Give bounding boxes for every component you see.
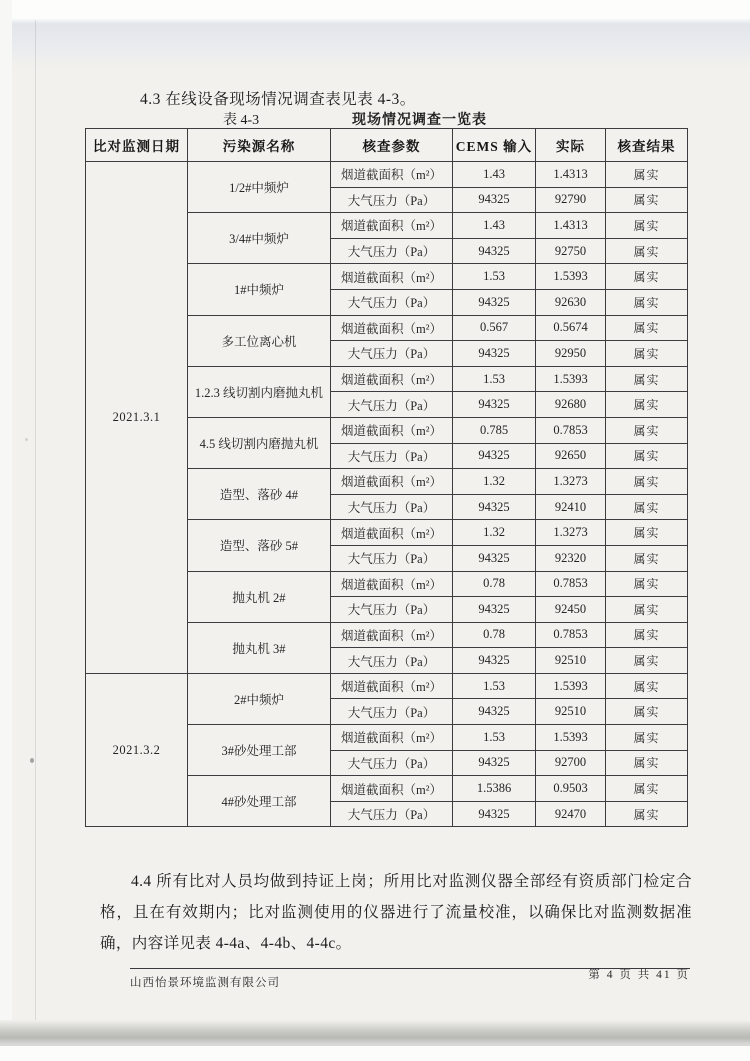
table-row [86,673,688,699]
param-cell: 大气压力（Pa） [331,750,453,776]
section-heading-4-3: 4.3 在线设备现场情况调查表见表 4-3。 [140,91,416,108]
actual-cell: 92320 [536,545,606,571]
actual-cell: 92650 [536,443,606,469]
param-cell: 大气压力（Pa） [331,648,453,674]
footer-company-name: 山西怡景环境监测有限公司 [130,977,280,989]
param-cell: 烟道截面积（m²） [331,264,453,290]
cems-cell: 94325 [453,289,536,315]
result-cell: 属实 [606,622,688,648]
scan-speck [25,438,28,441]
page-footer [130,968,690,989]
source-cell: 抛丸机 3# [188,622,331,673]
result-cell: 属实 [606,545,688,571]
result-cell: 属实 [606,648,688,674]
actual-cell: 92700 [536,750,606,776]
param-cell: 大气压力（Pa） [331,238,453,264]
param-cell: 烟道截面积（m²） [331,520,453,546]
cems-cell: 94325 [453,597,536,623]
scan-top-band [0,0,750,70]
param-cell: 大气压力（Pa） [331,597,453,623]
actual-cell: 92510 [536,699,606,725]
param-cell: 烟道截面积（m²） [331,162,453,188]
cems-cell: 0.785 [453,417,536,443]
actual-cell: 92680 [536,392,606,418]
cems-cell: 94325 [453,494,536,520]
actual-cell: 92750 [536,238,606,264]
cems-cell: 94325 [453,545,536,571]
table-caption-row [0,109,750,129]
cems-cell: 1.53 [453,725,536,751]
actual-cell: 1.4313 [536,213,606,239]
column-header: 实际 [536,129,606,162]
cems-cell: 1.43 [453,162,536,188]
actual-cell: 1.3273 [536,469,606,495]
cems-cell: 1.53 [453,366,536,392]
result-cell: 属实 [606,392,688,418]
source-cell: 1.2.3 线切割内磨抛丸机 [188,366,331,417]
actual-cell: 1.5393 [536,366,606,392]
cems-cell: 94325 [453,648,536,674]
date-cell: 2021.3.1 [86,162,188,674]
table-label: 表 4-3 [223,113,260,128]
result-cell: 属实 [606,571,688,597]
cems-cell: 94325 [453,801,536,827]
param-cell: 烟道截面积（m²） [331,776,453,802]
cems-cell: 1.32 [453,520,536,546]
cems-cell: 1.53 [453,264,536,290]
scan-bottom-shadow [0,1020,750,1046]
param-cell: 大气压力（Pa） [331,545,453,571]
result-cell: 属实 [606,315,688,341]
actual-cell: 92950 [536,341,606,367]
actual-cell: 92630 [536,289,606,315]
cems-cell: 94325 [453,699,536,725]
actual-cell: 92510 [536,648,606,674]
cems-cell: 1.32 [453,469,536,495]
result-cell: 属实 [606,213,688,239]
cems-cell: 1.53 [453,673,536,699]
source-cell: 造型、落砂 4# [188,469,331,520]
result-cell: 属实 [606,494,688,520]
result-cell: 属实 [606,162,688,188]
param-cell: 烟道截面积（m²） [331,366,453,392]
cems-cell: 0.567 [453,315,536,341]
source-cell: 1#中频炉 [188,264,331,315]
param-cell: 大气压力（Pa） [331,289,453,315]
scan-left-edge [0,0,12,1061]
param-cell: 大气压力（Pa） [331,801,453,827]
cems-cell: 0.78 [453,622,536,648]
table-row [86,162,688,188]
actual-cell: 1.3273 [536,520,606,546]
result-cell: 属实 [606,417,688,443]
cems-cell: 94325 [453,187,536,213]
result-cell: 属实 [606,725,688,751]
scan-speck [30,758,34,763]
result-cell: 属实 [606,597,688,623]
param-cell: 烟道截面积（m²） [331,417,453,443]
result-cell: 属实 [606,673,688,699]
result-cell: 属实 [606,469,688,495]
source-cell: 造型、落砂 5# [188,520,331,571]
actual-cell: 0.5674 [536,315,606,341]
actual-cell: 0.7853 [536,622,606,648]
param-cell: 烟道截面积（m²） [331,213,453,239]
actual-cell: 1.4313 [536,162,606,188]
actual-cell: 1.5393 [536,673,606,699]
source-cell: 2#中频炉 [188,673,331,724]
actual-cell: 0.7853 [536,417,606,443]
param-cell: 烟道截面积（m²） [331,622,453,648]
footer-page-number: 第 4 页 共 41 页 [588,969,690,981]
result-cell: 属实 [606,341,688,367]
actual-cell: 0.7853 [536,571,606,597]
scan-bottom-edge [0,1046,750,1061]
source-cell: 4#砂处理工部 [188,776,331,827]
param-cell: 大气压力（Pa） [331,392,453,418]
param-cell: 烟道截面积（m²） [331,725,453,751]
cems-cell: 94325 [453,443,536,469]
actual-cell: 0.9503 [536,776,606,802]
result-cell: 属实 [606,289,688,315]
source-cell: 4.5 线切割内磨抛丸机 [188,417,331,468]
param-cell: 烟道截面积（m²） [331,571,453,597]
actual-cell: 92410 [536,494,606,520]
source-cell: 抛丸机 2# [188,571,331,622]
column-header: 污染源名称 [188,129,331,162]
source-cell: 3/4#中频炉 [188,213,331,264]
result-cell: 属实 [606,187,688,213]
cems-cell: 1.5386 [453,776,536,802]
result-cell: 属实 [606,264,688,290]
scan-left-line [35,20,36,1025]
param-cell: 烟道截面积（m²） [331,673,453,699]
result-cell: 属实 [606,520,688,546]
param-cell: 大气压力（Pa） [331,699,453,725]
source-cell: 3#砂处理工部 [188,725,331,776]
table-title: 现场情况调查一览表 [352,113,487,128]
result-cell: 属实 [606,801,688,827]
cems-cell: 94325 [453,238,536,264]
param-cell: 大气压力（Pa） [331,341,453,367]
result-cell: 属实 [606,750,688,776]
result-cell: 属实 [606,443,688,469]
cems-cell: 94325 [453,392,536,418]
actual-cell: 1.5393 [536,725,606,751]
source-cell: 多工位离心机 [188,315,331,366]
column-header: 比对监测日期 [86,129,188,162]
actual-cell: 92790 [536,187,606,213]
table-header-row [86,129,688,162]
result-cell: 属实 [606,699,688,725]
param-cell: 大气压力（Pa） [331,494,453,520]
result-cell: 属实 [606,776,688,802]
column-header: 核查参数 [331,129,453,162]
actual-cell: 92450 [536,597,606,623]
param-cell: 大气压力（Pa） [331,187,453,213]
cems-cell: 94325 [453,341,536,367]
param-cell: 烟道截面积（m²） [331,469,453,495]
date-cell: 2021.3.2 [86,673,188,827]
actual-cell: 1.5393 [536,264,606,290]
param-cell: 大气压力（Pa） [331,443,453,469]
actual-cell: 92470 [536,801,606,827]
paragraph-4-4: 4.4 所有比对人员均做到持证上岗；所用比对监测仪器全部经有资质部门检定合格，且在有效期内；比对监测使用的仪器进行了流量校准，以确保比对监测数据准确，内容详见表 4-4a、4-4b、4-4c。 [100,873,692,952]
param-cell: 烟道截面积（m²） [331,315,453,341]
cems-cell: 1.43 [453,213,536,239]
field-survey-table [85,128,688,827]
result-cell: 属实 [606,238,688,264]
cems-cell: 94325 [453,750,536,776]
column-header: CEMS 输入 [453,129,536,162]
source-cell: 1/2#中频炉 [188,162,331,213]
column-header: 核查结果 [606,129,688,162]
result-cell: 属实 [606,366,688,392]
cems-cell: 0.78 [453,571,536,597]
